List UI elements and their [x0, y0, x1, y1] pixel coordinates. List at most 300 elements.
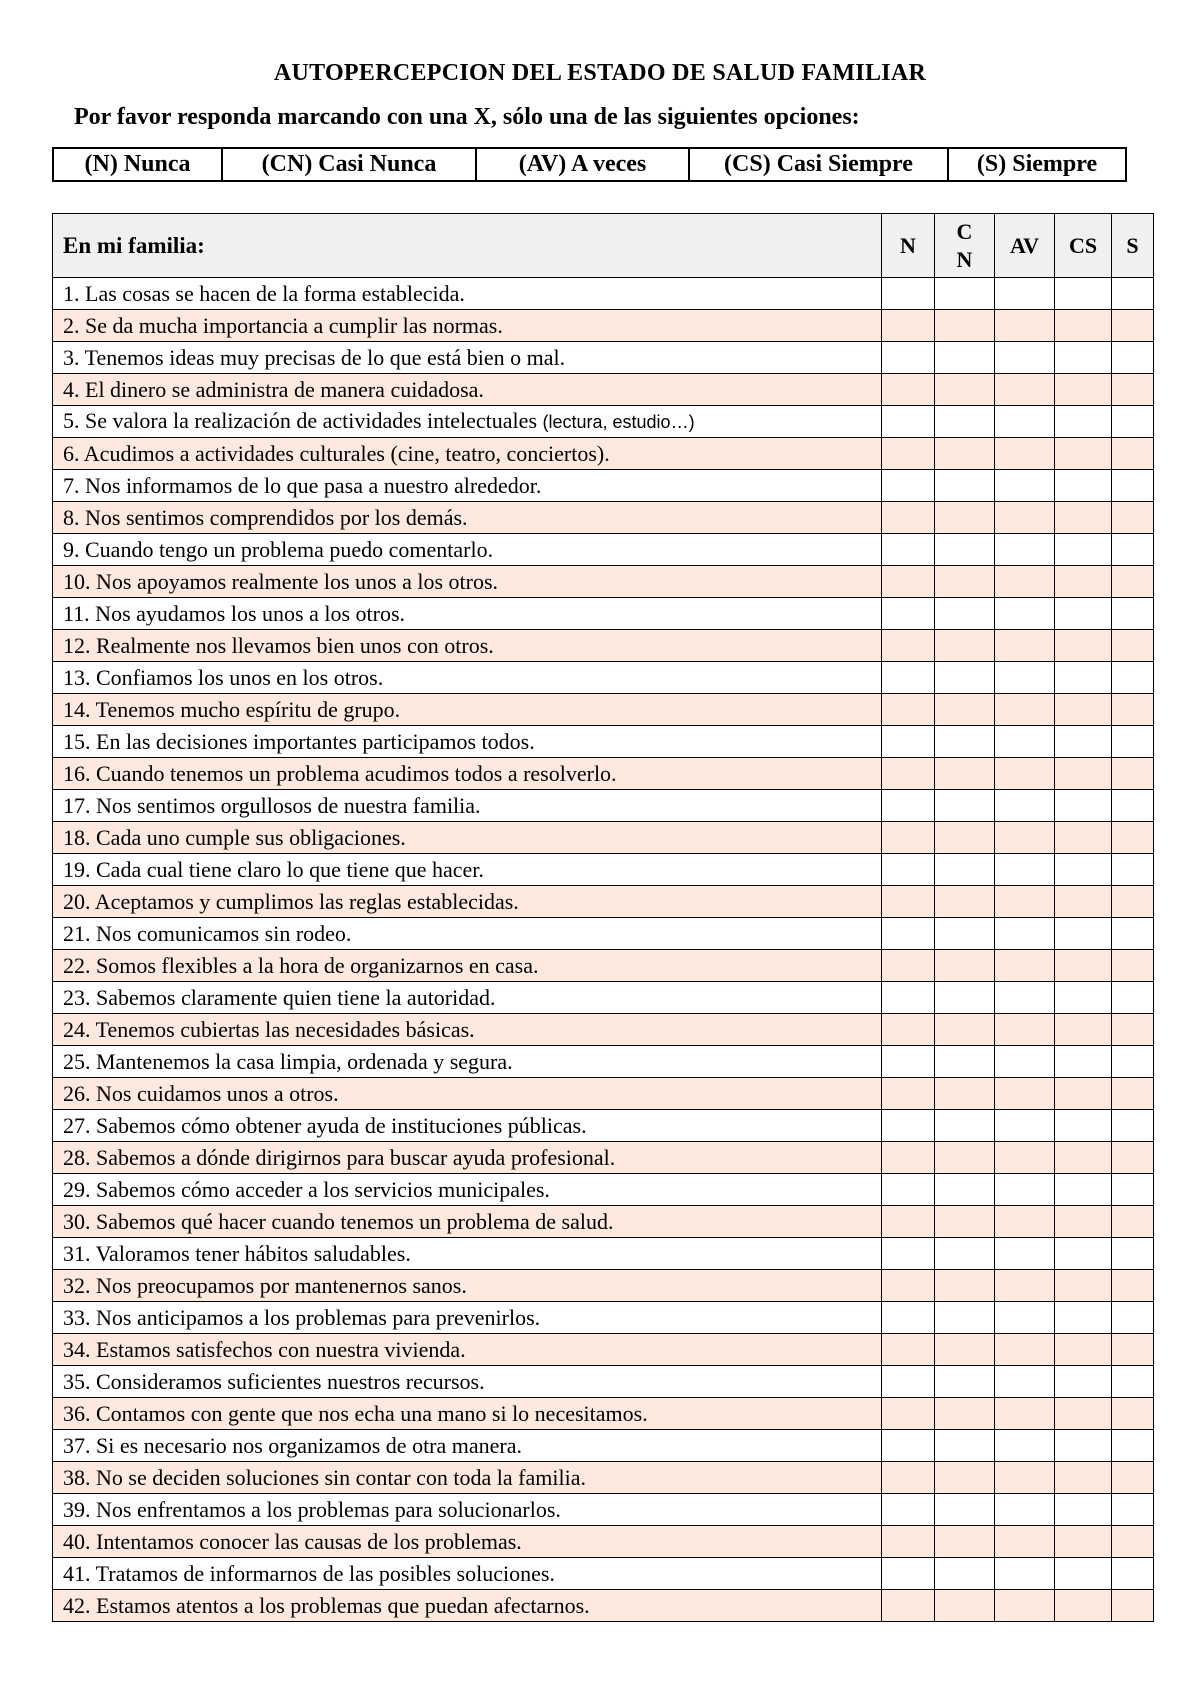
question-cell [53, 470, 882, 502]
answer-cell-s[interactable] [1112, 310, 1154, 342]
question-cell [53, 502, 882, 534]
table-row [53, 886, 1154, 918]
legend-a-veces: (AV) A veces [476, 148, 689, 181]
answer-cell-s[interactable] [1112, 1526, 1154, 1558]
answer-cell-av[interactable] [995, 1014, 1055, 1046]
answer-cell-cn[interactable] [935, 886, 995, 918]
answer-cell-n[interactable] [882, 1366, 935, 1398]
answer-cell-cs[interactable] [1055, 1174, 1112, 1206]
answer-cell-n[interactable] [882, 310, 935, 342]
answer-cell-av[interactable] [995, 1110, 1055, 1142]
table-row [53, 1430, 1154, 1462]
answer-cell-s[interactable] [1112, 1494, 1154, 1526]
answer-cell-s[interactable] [1112, 1302, 1154, 1334]
question-cell [53, 438, 882, 470]
table-row [53, 1174, 1154, 1206]
answer-cell-cn[interactable] [935, 598, 995, 630]
answer-cell-cn[interactable] [935, 1078, 995, 1110]
answer-cell-cs[interactable] [1055, 534, 1112, 566]
question-text: 40. Intentamos conocer las causas de los problemas. [63, 1528, 522, 1554]
survey-table [52, 213, 1154, 1622]
answer-cell-cs[interactable] [1055, 1430, 1112, 1462]
answer-cell-n[interactable] [882, 854, 935, 886]
answer-cell-n[interactable] [882, 1238, 935, 1270]
answer-cell-n[interactable] [882, 534, 935, 566]
answer-cell-s[interactable] [1112, 1398, 1154, 1430]
question-text: 15. En las decisiones importantes participamos todos. [63, 728, 535, 754]
answer-cell-s[interactable] [1112, 1462, 1154, 1494]
answer-cell-s[interactable] [1112, 1334, 1154, 1366]
answer-cell-s[interactable] [1112, 790, 1154, 822]
table-row [53, 1078, 1154, 1110]
answer-cell-cs[interactable] [1055, 1110, 1112, 1142]
answer-cell-av[interactable] [995, 1302, 1055, 1334]
table-row [53, 1462, 1154, 1494]
answer-cell-cn[interactable] [935, 662, 995, 694]
answer-cell-av[interactable] [995, 1270, 1055, 1302]
question-cell [53, 342, 882, 374]
answer-cell-n[interactable] [882, 790, 935, 822]
answer-cell-cs[interactable] [1055, 1334, 1112, 1366]
table-row [53, 278, 1154, 310]
question-text: 19. Cada cual tiene claro lo que tiene que hacer. [63, 856, 484, 882]
question-cell [53, 406, 882, 438]
question-text: 34. Estamos satisfechos con nuestra vivienda. [63, 1336, 466, 1362]
answer-cell-av[interactable] [995, 886, 1055, 918]
answer-cell-cn[interactable] [935, 1110, 995, 1142]
answer-cell-cs[interactable] [1055, 342, 1112, 374]
table-row [53, 310, 1154, 342]
answer-cell-cn[interactable] [935, 342, 995, 374]
answer-cell-av[interactable] [995, 1046, 1055, 1078]
answer-cell-cn[interactable] [935, 1526, 995, 1558]
answer-cell-cs[interactable] [1055, 278, 1112, 310]
answer-cell-av[interactable] [995, 1142, 1055, 1174]
answer-cell-cn[interactable] [935, 406, 995, 438]
answer-cell-av[interactable] [995, 630, 1055, 662]
table-row [53, 726, 1154, 758]
answer-cell-n[interactable] [882, 1526, 935, 1558]
answer-cell-n[interactable] [882, 1334, 935, 1366]
answer-cell-s[interactable] [1112, 598, 1154, 630]
question-cell [53, 1078, 882, 1110]
answer-cell-av[interactable] [995, 566, 1055, 598]
answer-cell-s[interactable] [1112, 1078, 1154, 1110]
answer-cell-cn[interactable] [935, 1046, 995, 1078]
answer-cell-cs[interactable] [1055, 1558, 1112, 1590]
table-row [53, 1590, 1154, 1622]
answer-cell-s[interactable] [1112, 342, 1154, 374]
answer-cell-n[interactable] [882, 1078, 935, 1110]
question-text: 12. Realmente nos llevamos bien unos con otros. [63, 632, 494, 658]
answer-cell-s[interactable] [1112, 470, 1154, 502]
question-cell [53, 1430, 882, 1462]
answer-cell-s[interactable] [1112, 438, 1154, 470]
answer-cell-av[interactable] [995, 1366, 1055, 1398]
question-text: 35. Consideramos suficientes nuestros recursos. [63, 1368, 485, 1394]
answer-cell-n[interactable] [882, 1174, 935, 1206]
answer-cell-cs[interactable] [1055, 1142, 1112, 1174]
answer-cell-s[interactable] [1112, 502, 1154, 534]
question-cell [53, 1270, 882, 1302]
table-row [53, 854, 1154, 886]
answer-cell-cn[interactable] [935, 630, 995, 662]
answer-cell-av[interactable] [995, 1238, 1055, 1270]
answer-cell-n[interactable] [882, 1302, 935, 1334]
answer-cell-n[interactable] [882, 1110, 935, 1142]
answer-cell-cn[interactable] [935, 534, 995, 566]
answer-cell-n[interactable] [882, 1494, 935, 1526]
answer-cell-av[interactable] [995, 1494, 1055, 1526]
answer-cell-av[interactable] [995, 726, 1055, 758]
answer-cell-n[interactable] [882, 470, 935, 502]
answer-cell-av[interactable] [995, 822, 1055, 854]
question-text: 39. Nos enfrentamos a los problemas para solucionarlos. [63, 1496, 561, 1522]
answer-cell-s[interactable] [1112, 1590, 1154, 1622]
answer-cell-n[interactable] [882, 374, 935, 406]
answer-cell-cn[interactable] [935, 278, 995, 310]
answer-cell-s[interactable] [1112, 982, 1154, 1014]
question-cell [53, 918, 882, 950]
table-row [53, 470, 1154, 502]
table-row [53, 374, 1154, 406]
answer-cell-s[interactable] [1112, 854, 1154, 886]
answer-cell-n[interactable] [882, 630, 935, 662]
question-text: 4. El dinero se administra de manera cuidadosa. [63, 376, 484, 402]
answer-cell-cs[interactable] [1055, 438, 1112, 470]
answer-cell-av[interactable] [995, 598, 1055, 630]
answer-cell-n[interactable] [882, 1558, 935, 1590]
answer-cell-cs[interactable] [1055, 1462, 1112, 1494]
question-cell [53, 598, 882, 630]
question-text: 13. Confiamos los unos en los otros. [63, 664, 384, 690]
table-row [53, 982, 1154, 1014]
answer-cell-cn[interactable] [935, 1142, 995, 1174]
answer-cell-cs[interactable] [1055, 950, 1112, 982]
answer-cell-s[interactable] [1112, 566, 1154, 598]
column-header-cs: CS [1055, 214, 1112, 278]
table-row [53, 950, 1154, 982]
answer-cell-cn[interactable] [935, 758, 995, 790]
answer-cell-av[interactable] [995, 310, 1055, 342]
table-row [53, 1558, 1154, 1590]
question-cell [53, 886, 882, 918]
answer-cell-cn[interactable] [935, 438, 995, 470]
question-text: 17. Nos sentimos orgullosos de nuestra familia. [63, 792, 481, 818]
answer-cell-n[interactable] [882, 1590, 935, 1622]
answer-cell-cs[interactable] [1055, 1206, 1112, 1238]
question-cell [53, 1174, 882, 1206]
answer-cell-n[interactable] [882, 566, 935, 598]
question-text: 30. Sabemos qué hacer cuando tenemos un problema de salud. [63, 1208, 614, 1234]
answer-cell-cs[interactable] [1055, 1046, 1112, 1078]
question-cell [53, 1462, 882, 1494]
answer-cell-av[interactable] [995, 694, 1055, 726]
answer-cell-cs[interactable] [1055, 1014, 1112, 1046]
question-text: 2. Se da mucha importancia a cumplir las normas. [63, 312, 503, 338]
answer-cell-cs[interactable] [1055, 1590, 1112, 1622]
question-text: 32. Nos preocupamos por mantenernos sanos. [63, 1272, 467, 1298]
answer-cell-cn[interactable] [935, 1206, 995, 1238]
answer-cell-av[interactable] [995, 1078, 1055, 1110]
answer-cell-cs[interactable] [1055, 790, 1112, 822]
answer-cell-cn[interactable] [935, 310, 995, 342]
table-row [53, 918, 1154, 950]
answer-cell-cn[interactable] [935, 1334, 995, 1366]
question-text: 14. Tenemos mucho espíritu de grupo. [63, 696, 401, 722]
question-cell [53, 726, 882, 758]
answer-cell-s[interactable] [1112, 1558, 1154, 1590]
answer-cell-n[interactable] [882, 758, 935, 790]
answer-cell-av[interactable] [995, 758, 1055, 790]
question-text: 36. Contamos con gente que nos echa una mano si lo necesitamos. [63, 1400, 648, 1426]
answer-cell-cs[interactable] [1055, 822, 1112, 854]
answer-cell-n[interactable] [882, 694, 935, 726]
answer-cell-av[interactable] [995, 982, 1055, 1014]
answer-cell-av[interactable] [995, 1334, 1055, 1366]
question-cell [53, 1302, 882, 1334]
document-title: AUTOPERCEPCION DEL ESTADO DE SALUD FAMILIAR [273, 60, 927, 86]
question-cell [53, 694, 882, 726]
answer-cell-n[interactable] [882, 1462, 935, 1494]
answer-cell-av[interactable] [995, 918, 1055, 950]
answer-cell-n[interactable] [882, 1014, 935, 1046]
answer-cell-av[interactable] [995, 470, 1055, 502]
answer-cell-av[interactable] [995, 790, 1055, 822]
answer-cell-cs[interactable] [1055, 1494, 1112, 1526]
table-row [53, 1398, 1154, 1430]
answer-cell-cn[interactable] [935, 822, 995, 854]
answer-cell-s[interactable] [1112, 758, 1154, 790]
question-cell [53, 854, 882, 886]
answer-cell-cs[interactable] [1055, 470, 1112, 502]
question-cell [53, 1590, 882, 1622]
question-cell [53, 630, 882, 662]
answer-cell-cs[interactable] [1055, 566, 1112, 598]
answer-cell-cs[interactable] [1055, 982, 1112, 1014]
answer-cell-cs[interactable] [1055, 1270, 1112, 1302]
answer-cell-av[interactable] [995, 534, 1055, 566]
answer-cell-cn[interactable] [935, 1014, 995, 1046]
answer-cell-cn[interactable] [935, 1590, 995, 1622]
answer-cell-n[interactable] [882, 406, 935, 438]
answer-cell-av[interactable] [995, 1558, 1055, 1590]
answer-cell-cn[interactable] [935, 566, 995, 598]
answer-cell-av[interactable] [995, 278, 1055, 310]
answer-cell-cn[interactable] [935, 982, 995, 1014]
answer-cell-cs[interactable] [1055, 726, 1112, 758]
answer-cell-s[interactable] [1112, 1270, 1154, 1302]
answer-cell-cn[interactable] [935, 854, 995, 886]
answer-cell-cs[interactable] [1055, 1078, 1112, 1110]
answer-cell-n[interactable] [882, 598, 935, 630]
answer-cell-av[interactable] [995, 406, 1055, 438]
answer-cell-av[interactable] [995, 950, 1055, 982]
answer-cell-n[interactable] [882, 822, 935, 854]
answer-cell-cs[interactable] [1055, 630, 1112, 662]
answer-cell-av[interactable] [995, 662, 1055, 694]
question-text: 11. Nos ayudamos los unos a los otros. [63, 600, 406, 626]
answer-cell-cs[interactable] [1055, 694, 1112, 726]
answer-cell-s[interactable] [1112, 374, 1154, 406]
answer-cell-n[interactable] [882, 950, 935, 982]
question-text: 22. Somos flexibles a la hora de organizarnos en casa. [63, 952, 539, 978]
table-row [53, 1110, 1154, 1142]
answer-cell-cn[interactable] [935, 694, 995, 726]
table-row [53, 1302, 1154, 1334]
answer-cell-n[interactable] [882, 886, 935, 918]
answer-cell-av[interactable] [995, 854, 1055, 886]
question-text: 1. Las cosas se hacen de la forma establecida. [63, 280, 465, 306]
answer-cell-n[interactable] [882, 1206, 935, 1238]
column-header-s: S [1112, 214, 1154, 278]
question-cell [53, 758, 882, 790]
answer-cell-s[interactable] [1112, 278, 1154, 310]
answer-cell-s[interactable] [1112, 694, 1154, 726]
answer-cell-av[interactable] [995, 1462, 1055, 1494]
answer-cell-cn[interactable] [935, 950, 995, 982]
answer-cell-s[interactable] [1112, 1014, 1154, 1046]
question-text: 20. Aceptamos y cumplimos las reglas establecidas. [63, 888, 519, 914]
question-text: 8. Nos sentimos comprendidos por los demás. [63, 504, 468, 530]
answer-cell-cs[interactable] [1055, 662, 1112, 694]
answer-cell-cs[interactable] [1055, 310, 1112, 342]
table-row [53, 534, 1154, 566]
answer-cell-n[interactable] [882, 726, 935, 758]
answer-cell-cn[interactable] [935, 790, 995, 822]
answer-cell-av[interactable] [995, 1206, 1055, 1238]
instruction-text: Por favor responda marcando con una X, sólo una de las siguientes opciones: [74, 104, 860, 130]
answer-cell-s[interactable] [1112, 1430, 1154, 1462]
answer-cell-cs[interactable] [1055, 374, 1112, 406]
answer-cell-av[interactable] [995, 438, 1055, 470]
answer-cell-s[interactable] [1112, 1174, 1154, 1206]
table-row [53, 566, 1154, 598]
answer-cell-cs[interactable] [1055, 502, 1112, 534]
answer-cell-s[interactable] [1112, 950, 1154, 982]
question-cell [53, 662, 882, 694]
question-cell [53, 950, 882, 982]
question-suffix: (lectura, estudio…) [542, 412, 695, 432]
answer-cell-cn[interactable] [935, 374, 995, 406]
answer-cell-s[interactable] [1112, 406, 1154, 438]
answer-cell-cn[interactable] [935, 470, 995, 502]
answer-cell-av[interactable] [995, 342, 1055, 374]
answer-cell-s[interactable] [1112, 1110, 1154, 1142]
answer-cell-av[interactable] [995, 1526, 1055, 1558]
question-cell [53, 822, 882, 854]
answer-cell-n[interactable] [882, 1046, 935, 1078]
answer-cell-cs[interactable] [1055, 854, 1112, 886]
question-cell [53, 790, 882, 822]
answer-cell-s[interactable] [1112, 1046, 1154, 1078]
question-text: 26. Nos cuidamos unos a otros. [63, 1080, 339, 1106]
answer-cell-n[interactable] [882, 278, 935, 310]
answer-cell-cn[interactable] [935, 1174, 995, 1206]
answer-cell-cn[interactable] [935, 1494, 995, 1526]
answer-cell-n[interactable] [882, 502, 935, 534]
answer-cell-s[interactable] [1112, 886, 1154, 918]
answer-cell-n[interactable] [882, 662, 935, 694]
answer-cell-cn[interactable] [935, 726, 995, 758]
answer-cell-cs[interactable] [1055, 598, 1112, 630]
column-header-question: En mi familia: [53, 214, 882, 278]
answer-cell-n[interactable] [882, 342, 935, 374]
answer-cell-cn[interactable] [935, 1398, 995, 1430]
answer-cell-n[interactable] [882, 982, 935, 1014]
table-row [53, 502, 1154, 534]
answer-cell-cs[interactable] [1055, 918, 1112, 950]
question-cell [53, 1046, 882, 1078]
answer-cell-av[interactable] [995, 1430, 1055, 1462]
table-row [53, 694, 1154, 726]
answer-cell-cn[interactable] [935, 1366, 995, 1398]
answer-cell-n[interactable] [882, 1142, 935, 1174]
answer-cell-cs[interactable] [1055, 758, 1112, 790]
table-row [53, 1366, 1154, 1398]
answer-cell-cs[interactable] [1055, 1526, 1112, 1558]
answer-cell-n[interactable] [882, 1398, 935, 1430]
answer-cell-cn[interactable] [935, 1462, 995, 1494]
answer-cell-cs[interactable] [1055, 1398, 1112, 1430]
question-text: 7. Nos informamos de lo que pasa a nuestro alrededor. [63, 472, 542, 498]
answer-cell-n[interactable] [882, 1430, 935, 1462]
answer-cell-cs[interactable] [1055, 1366, 1112, 1398]
answer-cell-s[interactable] [1112, 726, 1154, 758]
column-header-av: AV [995, 214, 1055, 278]
answer-cell-cn[interactable] [935, 1558, 995, 1590]
answer-cell-s[interactable] [1112, 822, 1154, 854]
answer-cell-n[interactable] [882, 1270, 935, 1302]
answer-cell-av[interactable] [995, 502, 1055, 534]
answer-cell-av[interactable] [995, 1174, 1055, 1206]
answer-cell-cs[interactable] [1055, 1302, 1112, 1334]
answer-cell-cn[interactable] [935, 502, 995, 534]
question-cell [53, 374, 882, 406]
question-text: 10. Nos apoyamos realmente los unos a los otros. [63, 568, 499, 594]
answer-cell-s[interactable] [1112, 1206, 1154, 1238]
answer-cell-s[interactable] [1112, 1238, 1154, 1270]
question-text: 42. Estamos atentos a los problemas que puedan afectarnos. [63, 1592, 590, 1618]
answer-cell-av[interactable] [995, 1590, 1055, 1622]
answer-cell-s[interactable] [1112, 662, 1154, 694]
answer-cell-av[interactable] [995, 374, 1055, 406]
answer-cell-s[interactable] [1112, 630, 1154, 662]
table-row [53, 1494, 1154, 1526]
answer-cell-cs[interactable] [1055, 406, 1112, 438]
question-text: 3. Tenemos ideas muy precisas de lo que está bien o mal. [63, 344, 566, 370]
answer-cell-cs[interactable] [1055, 1238, 1112, 1270]
table-row [53, 822, 1154, 854]
answer-cell-n[interactable] [882, 438, 935, 470]
answer-cell-s[interactable] [1112, 918, 1154, 950]
answer-cell-s[interactable] [1112, 1142, 1154, 1174]
answer-cell-s[interactable] [1112, 534, 1154, 566]
answer-cell-cn[interactable] [935, 918, 995, 950]
question-cell [53, 1238, 882, 1270]
answer-cell-cs[interactable] [1055, 886, 1112, 918]
answer-cell-cn[interactable] [935, 1430, 995, 1462]
answer-cell-cn[interactable] [935, 1270, 995, 1302]
legend-casi-siempre: (CS) Casi Siempre [689, 148, 948, 181]
answer-cell-s[interactable] [1112, 1366, 1154, 1398]
answer-cell-av[interactable] [995, 1398, 1055, 1430]
answer-cell-cn[interactable] [935, 1238, 995, 1270]
legend-casi-nunca: (CN) Casi Nunca [222, 148, 476, 181]
answer-cell-n[interactable] [882, 918, 935, 950]
question-text: 27. Sabemos cómo obtener ayuda de instituciones públicas. [63, 1112, 587, 1138]
answer-cell-cn[interactable] [935, 1302, 995, 1334]
